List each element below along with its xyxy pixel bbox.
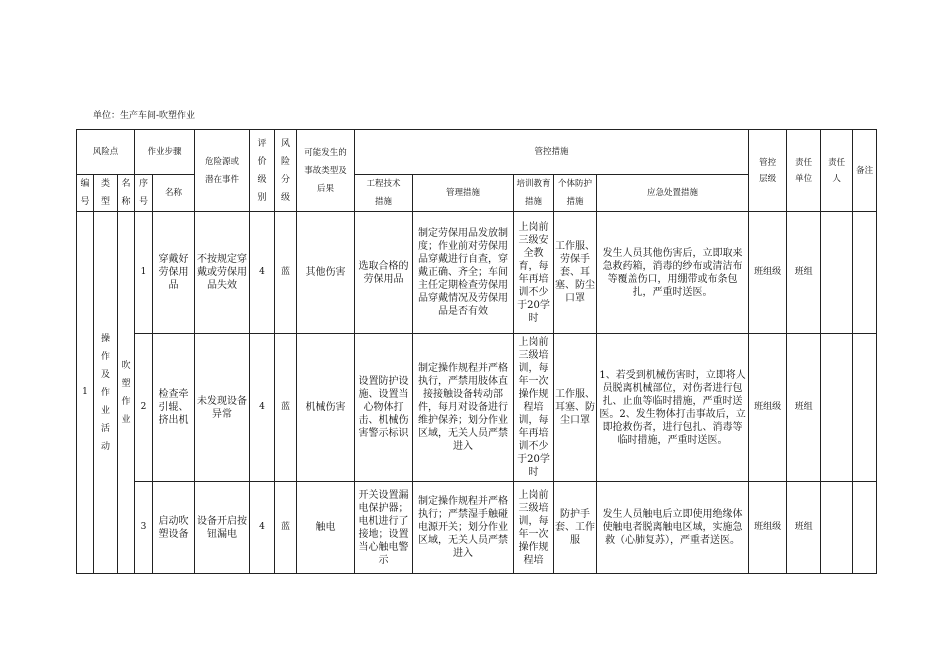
row-hazard: 不按规定穿戴或劳保用品失效	[195, 212, 250, 334]
row-seq: 3	[135, 482, 153, 574]
header-hazard: 危险源或潜在事件	[195, 130, 250, 212]
row-eval: 4	[250, 482, 275, 574]
row-ppe: 工作服、耳塞、防尘口罩	[554, 334, 597, 482]
row-resp-unit: 班组	[787, 212, 821, 334]
header-control-measures: 管控措施	[355, 130, 749, 175]
row-engineering: 选取合格的劳保用品	[355, 212, 413, 334]
header-risk-point: 风险点	[77, 130, 135, 175]
header-accident: 可能发生的事故类型及后果	[297, 130, 355, 212]
row-resp-person	[821, 212, 853, 334]
table-row	[77, 482, 877, 574]
risk-point-type: 操作及作业活动	[94, 212, 118, 574]
row-management: 制定劳保用品发放制度；作业前对劳保用品穿戴进行自查，穿戴正确、齐全；车间主任定期检查劳保用品穿戴情况及劳保用品是否有效	[413, 212, 514, 334]
row-step: 启动吹塑设备	[153, 482, 195, 574]
row-accident: 机械伤害	[297, 334, 355, 482]
row-step: 检查牵引辊、挤出机	[153, 334, 195, 482]
unit-label: 单位：生产车间-吹塑作业	[93, 111, 196, 121]
row-resp-person	[821, 482, 853, 574]
row-accident: 触电	[297, 482, 355, 574]
row-control-level: 班组级	[749, 212, 787, 334]
header-training: 培训教育措施	[514, 175, 554, 212]
header-work-step: 作业步骤	[135, 130, 195, 175]
row-remark	[853, 212, 877, 334]
header-resp-unit: 责任单位	[787, 130, 821, 212]
row-level: 蓝	[275, 212, 297, 334]
header-management: 管理措施	[413, 175, 514, 212]
row-control-level: 班组级	[749, 334, 787, 482]
row-eval: 4	[250, 334, 275, 482]
header-resp-person: 责任人	[821, 130, 853, 212]
row-engineering: 设置防护设施、设置当心物体打击、机械伤害警示标识	[355, 334, 413, 482]
header-step-name: 名称	[153, 175, 195, 212]
header-risk-level: 风险分级	[275, 130, 297, 212]
row-level: 蓝	[275, 482, 297, 574]
header-name: 名称	[118, 175, 135, 212]
row-control-level: 班组级	[749, 482, 787, 574]
risk-control-table	[76, 129, 877, 574]
row-emergency: 发生人员其他伤害后，立即取来急救药箱，消毒的纱布或清洁布等覆盖伤口，用绷带或布条包扎，严重时送医。	[597, 212, 749, 334]
header-no: 编号	[77, 175, 94, 212]
row-engineering: 开关设置漏电保护器；电机进行了接地；设置当心触电警示	[355, 482, 413, 574]
row-resp-unit: 班组	[787, 482, 821, 574]
row-step: 穿戴好劳保用品	[153, 212, 195, 334]
row-training: 上岗前三级安全教育，每年再培训不少于20学时	[514, 212, 554, 334]
row-remark	[853, 334, 877, 482]
header-seq: 序号	[135, 175, 153, 212]
row-remark	[853, 482, 877, 574]
header-remark: 备注	[853, 130, 877, 212]
row-seq: 1	[135, 212, 153, 334]
row-management: 制定操作规程并严格执行；严禁湿手触碰电源开关；划分作业区域，无关人员严禁进入	[413, 482, 514, 574]
row-resp-unit: 班组	[787, 334, 821, 482]
row-ppe: 工作服、劳保手套、耳塞、防尘口罩	[554, 212, 597, 334]
row-training: 上岗前三级培训，每年一次操作规程培	[514, 482, 554, 574]
row-resp-person	[821, 334, 853, 482]
row-emergency: 1、若受到机械伤害时，立即将人员脱离机械部位，对伤者进行包扎、止血等临时措施，严重时送医。2、发生物体打击事故后，立即抢救伤者，进行包扎、消毒等临时措施，严重时送医。	[597, 334, 749, 482]
header-ppe: 个体防护措施	[554, 175, 597, 212]
row-training: 上岗前三级培训，每年一次操作规程培训，每年再培训不少于20学时	[514, 334, 554, 482]
risk-point-no: 1	[77, 212, 94, 574]
row-accident: 其他伤害	[297, 212, 355, 334]
header-control-level: 管控层级	[749, 130, 787, 212]
risk-point-name: 吹塑作业	[118, 212, 135, 574]
row-management: 制定操作规程并严格执行，严禁用肢体直接接触设备转动部件，每月对设备进行维护保养；划分作业区域，无关人员严禁进入	[413, 334, 514, 482]
header-eval-level: 评价级别	[250, 130, 275, 212]
row-emergency: 发生人员触电后立即使用绝缘体使触电者脱离触电区域，实施急救（心肺复苏），严重者送医。	[597, 482, 749, 574]
row-ppe: 防护手套、工作服	[554, 482, 597, 574]
row-level: 蓝	[275, 334, 297, 482]
table-row	[77, 334, 877, 482]
table-row	[77, 212, 877, 334]
header-engineering: 工程技术措施	[355, 175, 413, 212]
header-type: 类型	[94, 175, 118, 212]
row-eval: 4	[250, 212, 275, 334]
header-emergency: 应急处置措施	[597, 175, 749, 212]
risk-table-container	[76, 129, 877, 672]
row-seq: 2	[135, 334, 153, 482]
row-hazard: 未发现设备异常	[195, 334, 250, 482]
row-hazard: 设备开启按钮漏电	[195, 482, 250, 574]
